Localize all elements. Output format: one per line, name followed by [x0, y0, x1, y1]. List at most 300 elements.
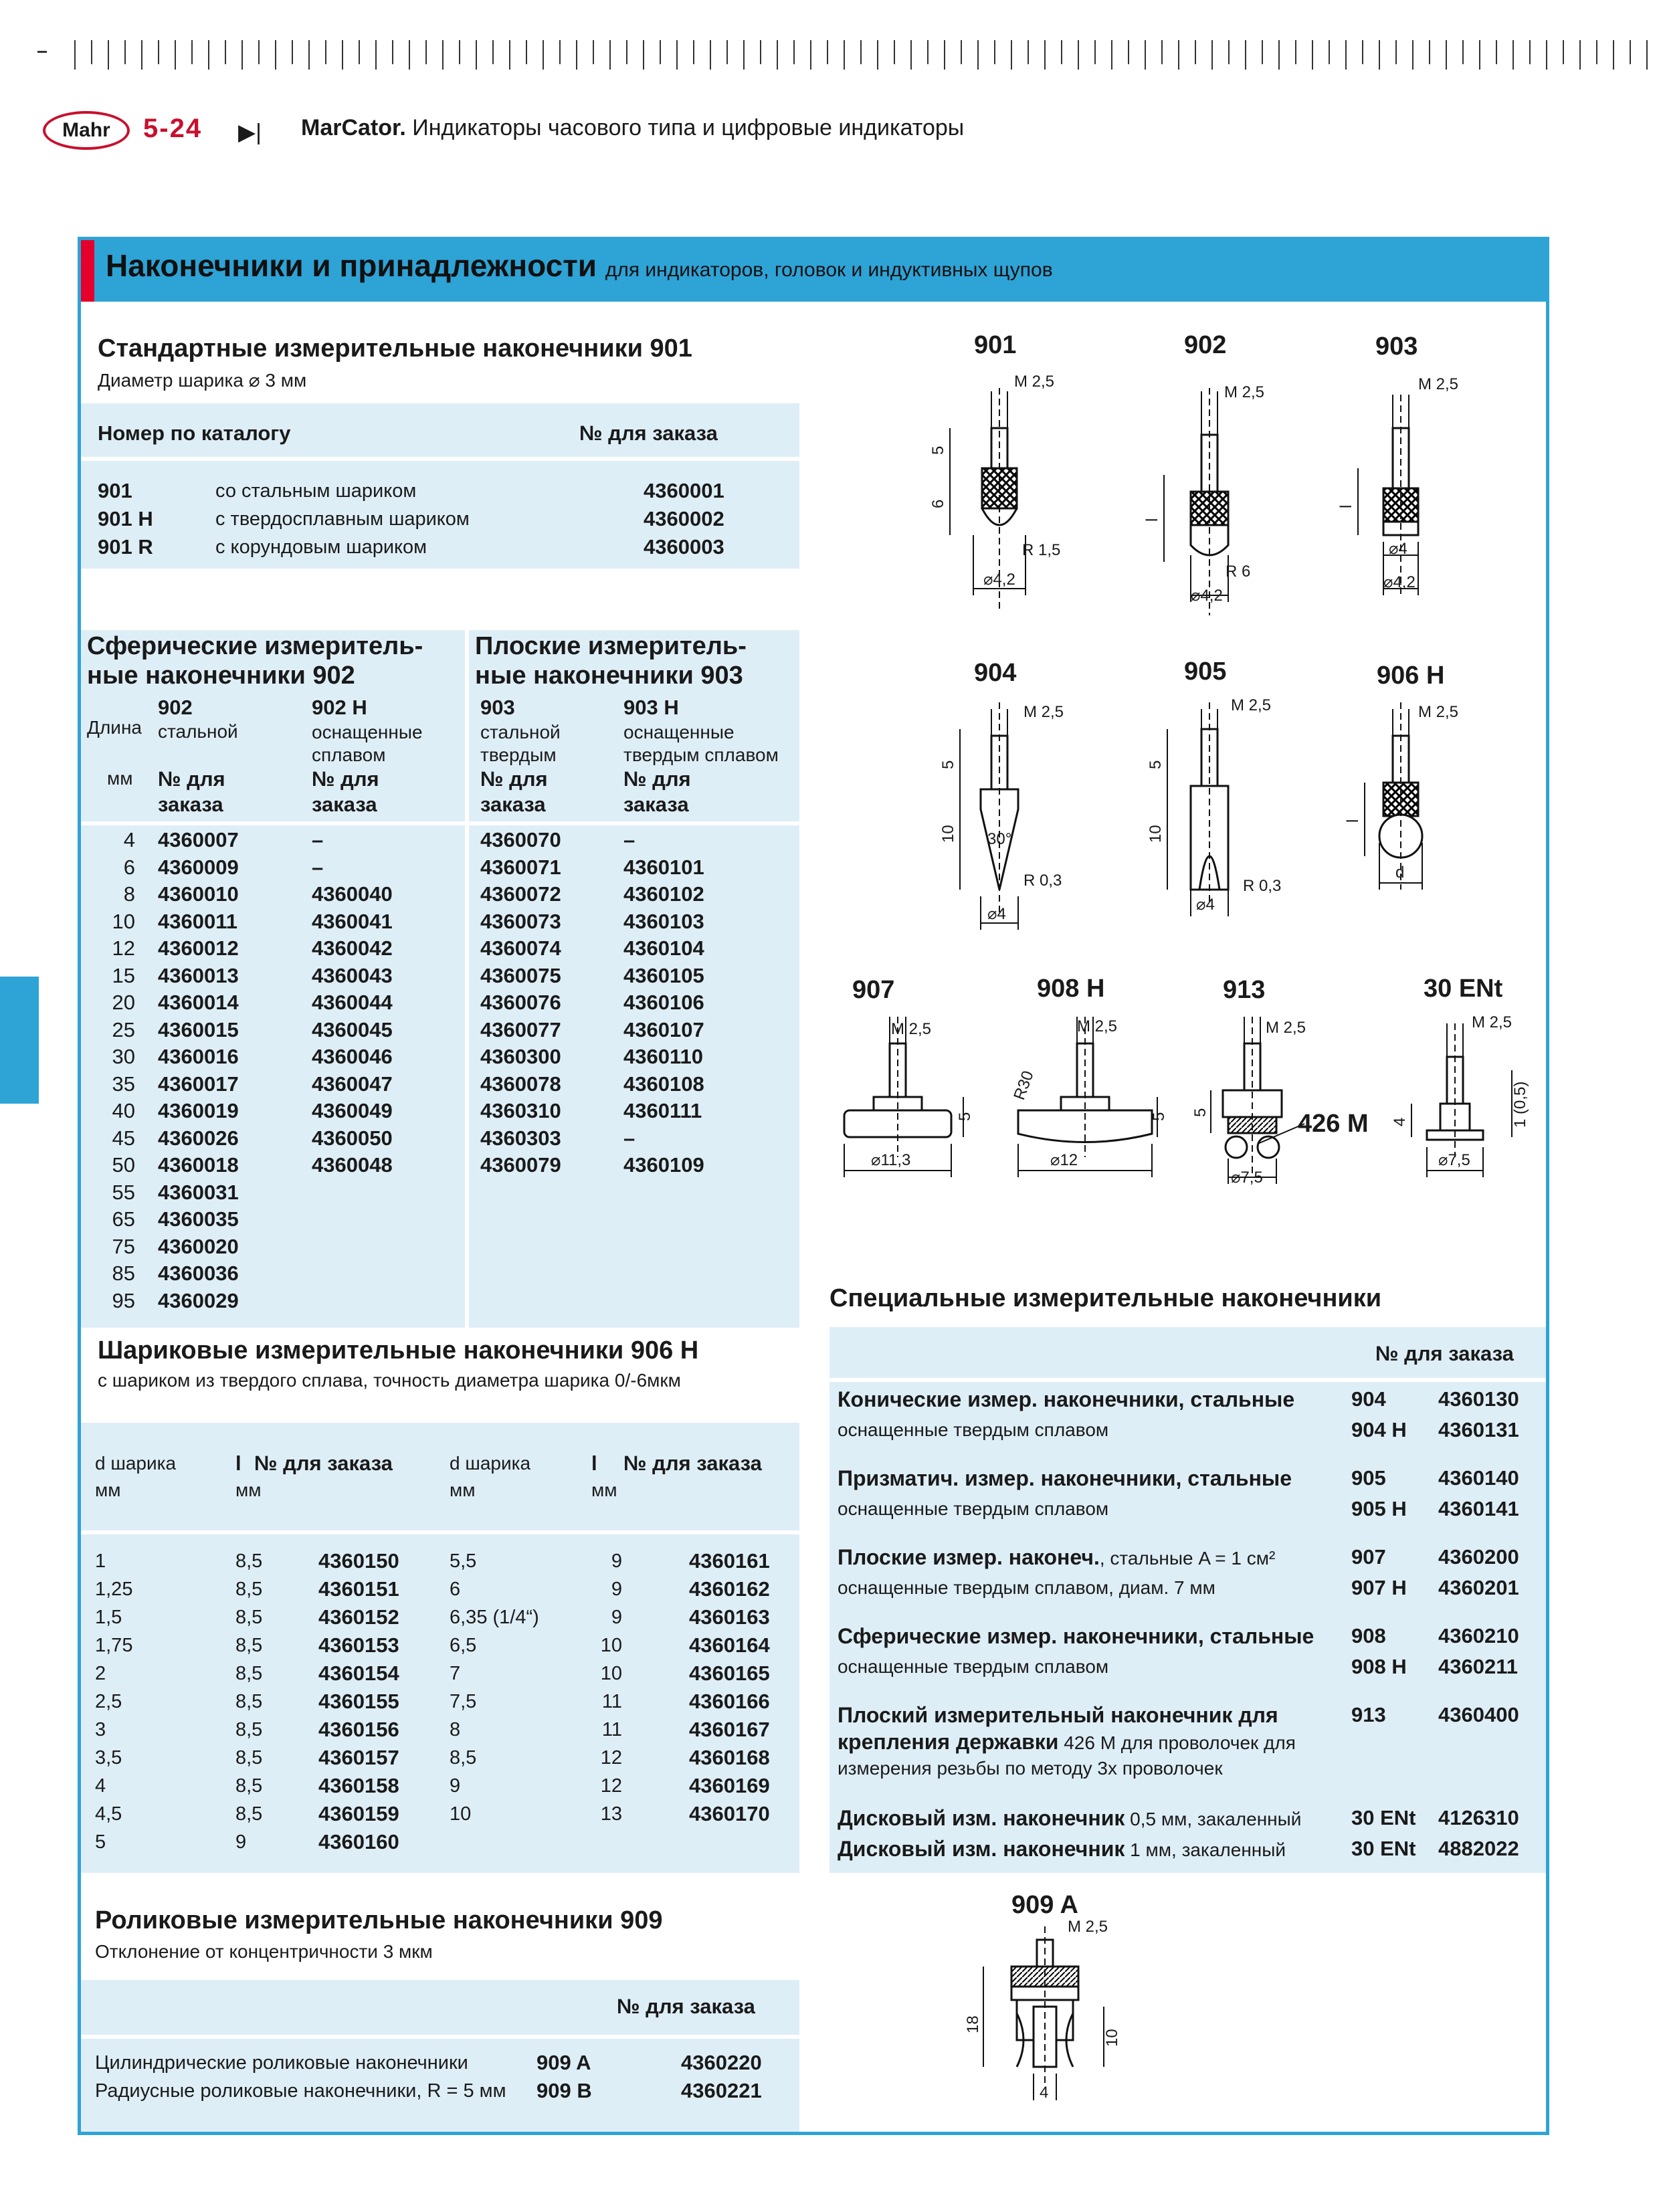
- order-h-line2: заказа: [623, 793, 689, 816]
- s906-l-cell: 8,5: [235, 1691, 263, 1712]
- dim-905-radius: R 0,3: [1243, 877, 1282, 895]
- s906-order-cell: 4360161: [689, 1549, 770, 1573]
- s902-order-cell: 4360035: [158, 1207, 239, 1231]
- special-code: 908: [1351, 1624, 1386, 1647]
- s903h-order-cell: –: [623, 1126, 636, 1150]
- s906-order-cell: 4360158: [318, 1774, 399, 1797]
- s906-order-cell: 4360154: [318, 1662, 399, 1685]
- dim-907-dia: ⌀11,3: [871, 1151, 911, 1169]
- s909-subtitle: Отклонение от концентричности 3 мкм: [95, 1941, 433, 1962]
- s902-col2: 902 H: [312, 696, 367, 719]
- special-sub: оснащенные твердым сплавом: [838, 1656, 1109, 1677]
- s902-order-cell: 4360015: [158, 1017, 239, 1041]
- special-order: 4360141: [1438, 1497, 1519, 1520]
- divider: [830, 1378, 1546, 1382]
- s906-l-cell: 10: [600, 1635, 622, 1656]
- dim-902-dia: ⌀4,2: [1191, 587, 1223, 605]
- s902-title: [87, 631, 423, 690]
- order-h-line1: № для: [158, 767, 225, 791]
- holder-label: 426 M: [1298, 1110, 1369, 1138]
- dim-909-four: 4: [1040, 2084, 1049, 2102]
- s903-order-cell: 4360073: [480, 909, 561, 933]
- probe-903-drawing: [1358, 395, 1418, 595]
- special-code: 904 H: [1351, 1418, 1407, 1441]
- s909-col-order: № для заказа: [617, 1995, 755, 2018]
- s903-order-cell: 4360072: [480, 882, 561, 906]
- s902h-order-cell: 4360048: [312, 1153, 393, 1177]
- label-30ent: 30 ENt: [1424, 975, 1503, 1003]
- dim-905-thread: M 2,5: [1231, 696, 1272, 714]
- label-909a: 909 A: [1011, 1891, 1078, 1919]
- s906-l-cell: 8,5: [235, 1747, 263, 1769]
- section-title-main: Наконечники и принадлежности: [106, 248, 597, 283]
- special-order: 4360210: [1438, 1624, 1519, 1647]
- page-number: 5-24: [143, 114, 203, 143]
- s906-l-cell: 8,5: [235, 1607, 263, 1628]
- dim-905-ten: 10: [1147, 825, 1165, 843]
- s901-order: 4360001: [644, 479, 724, 502]
- s906-mm1: мм: [95, 1480, 121, 1500]
- s903-col2-sub1: оснащенные: [623, 722, 735, 742]
- s902-order-cell: 4360019: [158, 1099, 239, 1122]
- order-h-line2: заказа: [312, 793, 377, 816]
- s902-order-cell: 4360016: [158, 1045, 239, 1068]
- label-904: 904: [974, 659, 1017, 687]
- length-cell: 45: [112, 1126, 135, 1150]
- s902-col2-sub2: сплавом: [312, 744, 386, 765]
- brand-name: MarCator.: [301, 115, 406, 140]
- s906-order-cell: 4360167: [689, 1718, 770, 1741]
- s906-order-cell: 4360170: [689, 1802, 770, 1825]
- s903h-order-cell: 4360109: [623, 1153, 704, 1177]
- crop-mark: [37, 51, 47, 53]
- dim-908-five: 5: [1150, 1112, 1168, 1121]
- s906-d-cell: 2: [95, 1663, 106, 1684]
- s906-mm4: мм: [591, 1480, 617, 1500]
- order-h-line2: заказа: [480, 793, 546, 816]
- s902-col1: 902: [158, 696, 193, 719]
- s906-d-cell: 6,5: [450, 1635, 477, 1656]
- s903-order-cell: 4360071: [480, 855, 561, 879]
- s903-order-cell: 4360079: [480, 1153, 561, 1177]
- special-title: Специальные измерительные наконечники: [830, 1284, 1382, 1312]
- s902-order-cell: 4360012: [158, 936, 239, 960]
- logo-text: Mahr: [62, 119, 110, 141]
- s903-col1: 903: [480, 696, 515, 719]
- probe-909a-drawing: [937, 1886, 1137, 2120]
- s902-title-line1: Сферические измеритель-: [87, 632, 423, 660]
- dim-901-thread: M 2,5: [1014, 373, 1055, 391]
- dim-903-len: l: [1337, 504, 1355, 508]
- s906-d-cell: 6: [450, 1579, 461, 1600]
- s906-title: Шариковые измерительные наконечники 906 H: [98, 1336, 699, 1365]
- s901-title: Стандартные измерительные наконечники 901: [98, 334, 692, 363]
- dim-904-radius: R 0,3: [1023, 872, 1062, 890]
- dim-906-thread: M 2,5: [1418, 703, 1459, 721]
- s903-order-cell: 4360078: [480, 1072, 561, 1096]
- s902-col2-sub1: оснащенные: [312, 722, 423, 742]
- s902-order-cell: 4360020: [158, 1234, 239, 1258]
- dim-908-thread: M 2,5: [1077, 1017, 1118, 1035]
- s902-order-cell: 4360013: [158, 963, 239, 987]
- length-cell: 30: [112, 1045, 135, 1068]
- probe-902-drawing: [1164, 388, 1228, 615]
- s903-col1-sub1: стальной: [480, 722, 561, 742]
- s902h-order-cell: 4360041: [312, 909, 393, 933]
- special-913-line3: измерения резьбы по методу 3х проволочек: [838, 1758, 1223, 1779]
- order-h-line1: № для: [312, 767, 379, 791]
- s906-d-cell: 6,35 (1/4“): [450, 1607, 539, 1628]
- special-order: 4360201: [1438, 1576, 1519, 1599]
- s902-order-cell: 4360031: [158, 1180, 239, 1204]
- dim-908-radius: R30: [1010, 1068, 1038, 1103]
- s906-l-cell: 12: [600, 1775, 622, 1797]
- s903-col1-sub: [480, 721, 561, 767]
- s906-l-cell: 12: [600, 1747, 622, 1769]
- s902-order-cell: 4360029: [158, 1288, 239, 1312]
- side-tab: [0, 977, 39, 1104]
- dim-902-len: l: [1143, 518, 1161, 522]
- special-main: [838, 1386, 1294, 1413]
- s906-order-cell: 4360165: [689, 1662, 770, 1685]
- s909-order: 4360221: [681, 2079, 762, 2102]
- length-cell: 15: [112, 963, 135, 987]
- s906-l-cell: 13: [600, 1803, 622, 1825]
- dim-907-thread: M 2,5: [891, 1020, 932, 1038]
- probe-913-drawing: [1211, 1017, 1304, 1184]
- s901-order: 4360003: [644, 535, 724, 559]
- s903-order-cell: 4360076: [480, 991, 561, 1014]
- s906-d-cell: 2,5: [95, 1691, 122, 1712]
- s903h-order-cell: 4360106: [623, 991, 704, 1014]
- s903-order-cell: 4360303: [480, 1126, 561, 1150]
- dim-904-dia: ⌀4: [987, 905, 1006, 923]
- s906-l-cell: 8,5: [235, 1719, 263, 1740]
- dim-30ent-dia: ⌀7,5: [1438, 1151, 1470, 1169]
- dim-30ent-four: 4: [1391, 1117, 1409, 1126]
- length-cell: 35: [112, 1072, 135, 1096]
- special-main-extra: , стальные A = 1 см²: [1099, 1548, 1276, 1569]
- s906-order-cell: 4360155: [318, 1690, 399, 1713]
- label-903: 903: [1375, 332, 1418, 361]
- s906-l-cell: 8,5: [235, 1550, 263, 1572]
- s902-order-cell: 4360017: [158, 1072, 239, 1096]
- s906-d-cell: 4: [95, 1775, 106, 1797]
- s906-l-cell: 9: [611, 1607, 622, 1628]
- special-main-text: Плоские измер. наконеч.: [838, 1545, 1100, 1569]
- s902-col2-sub: [312, 721, 423, 767]
- title-accent: [81, 240, 94, 302]
- special-disk: [838, 1805, 1301, 1833]
- s906-order-cell: 4360168: [689, 1746, 770, 1769]
- s903-order-cell: 4360077: [480, 1017, 561, 1041]
- special-disk-extra: 0,5 мм, закаленный: [1125, 1809, 1302, 1829]
- dim-904-five: 5: [939, 760, 957, 769]
- s903-col2-sub2: твердым сплавом: [623, 744, 779, 765]
- s902-order-cell: 4360010: [158, 882, 239, 906]
- dim-901-five: 5: [929, 445, 947, 455]
- s906-order-cell: 4360166: [689, 1690, 770, 1713]
- s906-order-cell: 4360150: [318, 1549, 399, 1573]
- s906-d-cell: 4,5: [95, 1803, 122, 1825]
- s906-order-cell: 4360164: [689, 1633, 770, 1657]
- s902h-order-cell: 4360042: [312, 936, 393, 960]
- s906-d-cell: 1,25: [95, 1579, 133, 1600]
- s906-mm3: мм: [450, 1480, 476, 1500]
- s906-order-cell: 4360151: [318, 1577, 399, 1601]
- s903h-order-cell: 4360105: [623, 963, 704, 987]
- order-h-line1: № для: [623, 767, 691, 791]
- s906-order-cell: 4360157: [318, 1746, 399, 1769]
- length-cell: 55: [112, 1180, 135, 1204]
- s906-h-d1: d шарика: [95, 1453, 177, 1474]
- special-main-text: Призматич. измер. наконечники, стальные: [838, 1466, 1292, 1490]
- s909-order: 4360220: [681, 2051, 762, 2074]
- s903h-order-cell: 4360103: [623, 909, 704, 933]
- label-906h: 906 H: [1377, 662, 1445, 690]
- s906-d-cell: 1,5: [95, 1607, 122, 1628]
- label-913: 913: [1223, 976, 1266, 1004]
- s903h-order-cell: 4360107: [623, 1017, 704, 1041]
- length-cell: 95: [112, 1288, 135, 1312]
- s901-subtitle: Диаметр шарика ⌀ 3 мм: [98, 370, 307, 391]
- s906-order-cell: 4360160: [318, 1830, 399, 1853]
- play-icon: ▶|: [238, 120, 262, 145]
- special-code: 904: [1351, 1387, 1386, 1411]
- s902h-order-cell: 4360044: [312, 991, 393, 1014]
- length-cell: 20: [112, 991, 135, 1014]
- s909-desc: Цилиндрические роликовые наконечники: [95, 2052, 468, 2074]
- special-sub: оснащенные твердым сплавом: [838, 1498, 1109, 1519]
- special-disk: [838, 1835, 1286, 1864]
- s903h-order-cell: 4360102: [623, 882, 704, 906]
- dim-901-six: 6: [929, 499, 947, 508]
- s906-l-cell: 8,5: [235, 1663, 263, 1684]
- s909-code: 909 A: [536, 2051, 591, 2074]
- special-main-text: Конические измер. наконечники, стальные: [838, 1387, 1295, 1411]
- length-cell: 12: [112, 936, 135, 960]
- s906-order-cell: 4360162: [689, 1577, 770, 1601]
- s903-order-cell: 4360300: [480, 1045, 561, 1068]
- s901-desc: со стальным шариком: [215, 480, 417, 502]
- label-905: 905: [1184, 658, 1227, 686]
- s906-d-cell: 1: [95, 1550, 106, 1572]
- s906-d-cell: 7,5: [450, 1691, 477, 1712]
- probe-906h-drawing: [1365, 702, 1422, 890]
- divider: [81, 821, 799, 825]
- special-code: 907 H: [1351, 1576, 1407, 1599]
- s906-d-cell: 8: [450, 1719, 461, 1740]
- page-headline: [301, 115, 964, 141]
- special-913-line1: Плоский измерительный наконечник для: [838, 1703, 1278, 1727]
- s906-order-cell: 4360152: [318, 1605, 399, 1629]
- order-h-line2: заказа: [158, 793, 223, 816]
- dim-904-thread: M 2,5: [1023, 703, 1064, 721]
- label-908h: 908 H: [1037, 975, 1105, 1003]
- s906-l-cell: 11: [601, 1719, 622, 1740]
- s903-order-cell: 4360074: [480, 936, 561, 960]
- s901-code: 901: [98, 479, 132, 502]
- s901-code: 901 R: [98, 535, 153, 559]
- s902h-order-cell: 4360049: [312, 1099, 393, 1122]
- s906-d-cell: 7: [450, 1663, 461, 1684]
- s906-h-l2: l: [591, 1451, 597, 1475]
- length-cell: 40: [112, 1099, 135, 1122]
- special-order: 4360140: [1438, 1466, 1519, 1490]
- s903-title: [475, 631, 747, 690]
- s903h-order-cell: –: [623, 828, 636, 851]
- dim-909-ten: 10: [1103, 2029, 1121, 2047]
- special-main: [838, 1623, 1314, 1649]
- s906-subtitle: с шариком из твердого сплава, точность диаметра шарика 0/-6мкм: [98, 1370, 681, 1391]
- s902-order-cell: 4360026: [158, 1126, 239, 1150]
- length-cell: 85: [112, 1262, 135, 1285]
- s902h-order-cell: –: [312, 855, 324, 879]
- spacer: [81, 569, 799, 630]
- dim-909-eighteen: 18: [964, 2015, 982, 2033]
- s903-order-h1: [480, 767, 548, 817]
- special-main-text: Сферические измер. наконечники, стальные: [838, 1624, 1314, 1648]
- s906-mm2: мм: [235, 1480, 262, 1500]
- s906-order-cell: 4360156: [318, 1718, 399, 1741]
- special-code: 30 ENt: [1351, 1806, 1416, 1829]
- s906-d-cell: 5,5: [450, 1550, 477, 1572]
- s903h-order-cell: 4360101: [623, 855, 704, 879]
- dim-909-thread: M 2,5: [1068, 1918, 1108, 1936]
- label-902: 902: [1184, 331, 1227, 359]
- s906-l-cell: 8,5: [235, 1635, 263, 1656]
- s902-order-cell: 4360036: [158, 1262, 239, 1285]
- s903-col2-sub: [623, 721, 779, 767]
- s903-title-line2: ные наконечники 903: [475, 662, 743, 690]
- dim-903-dia: ⌀4,2: [1383, 573, 1416, 591]
- s906-order-cell: 4360159: [318, 1802, 399, 1825]
- probe-904-drawing: [960, 702, 1018, 930]
- dim-906-d: d: [1395, 864, 1405, 882]
- s906-h-d2: d шарика: [450, 1453, 531, 1474]
- special-disk-extra: 1 мм, закаленный: [1125, 1839, 1286, 1860]
- s906-l-cell: 9: [611, 1579, 622, 1600]
- special-order: 4126310: [1438, 1806, 1519, 1829]
- s906-d-cell: 3,5: [95, 1747, 122, 1769]
- s906-l-cell: 8,5: [235, 1579, 263, 1600]
- s902-order-cell: 4360009: [158, 855, 239, 879]
- s906-l-cell: 8,5: [235, 1803, 263, 1825]
- probe-908h-drawing: [1018, 1017, 1157, 1177]
- s909-title: Роликовые измерительные наконечники 909: [95, 1906, 663, 1934]
- length-cell: 75: [112, 1234, 135, 1258]
- special-order: 4360400: [1438, 1703, 1519, 1726]
- dim-906-len: l: [1344, 819, 1362, 823]
- section-title: [106, 247, 1053, 284]
- s906-order-cell: 4360169: [689, 1774, 770, 1797]
- s903h-order-cell: 4360108: [623, 1072, 704, 1096]
- s906-l-cell: 11: [601, 1691, 622, 1712]
- s903-col1-sub2: твердым: [480, 744, 557, 765]
- s901-code: 901 H: [98, 507, 153, 530]
- s903-order-h2: [623, 767, 691, 817]
- s902-order-cell: 4360014: [158, 991, 239, 1014]
- s902h-order-cell: –: [312, 828, 324, 851]
- special-main: [838, 1465, 1292, 1492]
- special-disk-main: Дисковый изм. наконечник: [838, 1837, 1125, 1861]
- special-sub: оснащенные твердым сплавом, диам. 7 мм: [838, 1577, 1215, 1598]
- s903h-order-cell: 4360104: [623, 936, 704, 960]
- s903-title-line1: Плоские измеритель-: [475, 632, 747, 660]
- length-cell: 65: [112, 1207, 135, 1231]
- s903h-order-cell: 4360110: [623, 1045, 703, 1068]
- mahr-logo: [43, 111, 130, 150]
- special-code: 913: [1351, 1703, 1386, 1726]
- dim-30ent-thread: M 2,5: [1472, 1013, 1512, 1031]
- s906-l-cell: 9: [611, 1550, 622, 1572]
- s906-d-cell: 9: [450, 1775, 461, 1797]
- dim-903-d4: ⌀4: [1389, 540, 1407, 558]
- length-cell: 8: [123, 882, 135, 906]
- s902-order-cell: 4360011: [158, 909, 237, 933]
- s903-order-cell: 4360310: [480, 1099, 561, 1122]
- s902h-order-cell: 4360040: [312, 882, 393, 906]
- s906-h-l1: l: [235, 1451, 241, 1475]
- dim-904-ten: 10: [939, 825, 957, 843]
- s906-order-cell: 4360153: [318, 1633, 399, 1657]
- s901-order: 4360002: [644, 507, 724, 530]
- special-order: 4360131: [1438, 1418, 1519, 1441]
- special-code: 905 H: [1351, 1497, 1407, 1520]
- dim-913-thread: M 2,5: [1266, 1019, 1306, 1037]
- s902-order-cell: 4360018: [158, 1153, 239, 1177]
- label-901: 901: [974, 331, 1017, 359]
- s901-desc: с твердосплавным шариком: [215, 508, 470, 530]
- dim-907-five: 5: [956, 1112, 974, 1121]
- dim-901-radius: R 1,5: [1022, 541, 1061, 559]
- dim-901-dia: ⌀4,2: [983, 571, 1015, 589]
- length-unit: мм: [107, 768, 133, 789]
- probe-905-drawing: [1167, 702, 1228, 916]
- s903-order-cell: 4360070: [480, 828, 561, 851]
- special-order: 4360200: [1438, 1545, 1519, 1569]
- special-sub: оснащенные твердым сплавом: [838, 1419, 1109, 1440]
- divider: [81, 457, 799, 461]
- special-code: 908 H: [1351, 1655, 1407, 1678]
- s906-h-order2: № для заказа: [623, 1451, 762, 1475]
- s902h-order-cell: 4360046: [312, 1045, 393, 1068]
- special-code: 905: [1351, 1466, 1386, 1490]
- special-913-line2: [838, 1728, 1296, 1756]
- order-h-line1: № для: [480, 767, 548, 791]
- length-cell: 50: [112, 1153, 135, 1177]
- s906-l-cell: 9: [235, 1831, 247, 1853]
- label-907: 907: [852, 976, 895, 1004]
- s906-d-cell: 3: [95, 1719, 106, 1740]
- dim-902-thread: M 2,5: [1224, 383, 1265, 401]
- special-col-order: № для заказа: [1375, 1342, 1514, 1365]
- s906-d-cell: 1,75: [95, 1635, 133, 1656]
- s903-col2: 903 H: [623, 696, 679, 719]
- column-divider: [465, 630, 469, 1328]
- s906-l-cell: 8,5: [235, 1775, 263, 1797]
- s901-col-catalog: Номер по каталогу: [98, 421, 291, 445]
- dim-905-dia: ⌀4: [1196, 896, 1215, 914]
- length-cell: 10: [112, 909, 135, 933]
- dim-30ent-width: 1 (0,5): [1511, 1081, 1529, 1128]
- s906-order-cell: 4360163: [689, 1605, 770, 1629]
- special-913-line2a: крепления державки: [838, 1730, 1059, 1754]
- divider: [81, 1530, 799, 1534]
- dim-913-five: 5: [1191, 1108, 1209, 1117]
- s906-d-cell: 5: [95, 1831, 106, 1853]
- length-cell: 6: [123, 855, 135, 879]
